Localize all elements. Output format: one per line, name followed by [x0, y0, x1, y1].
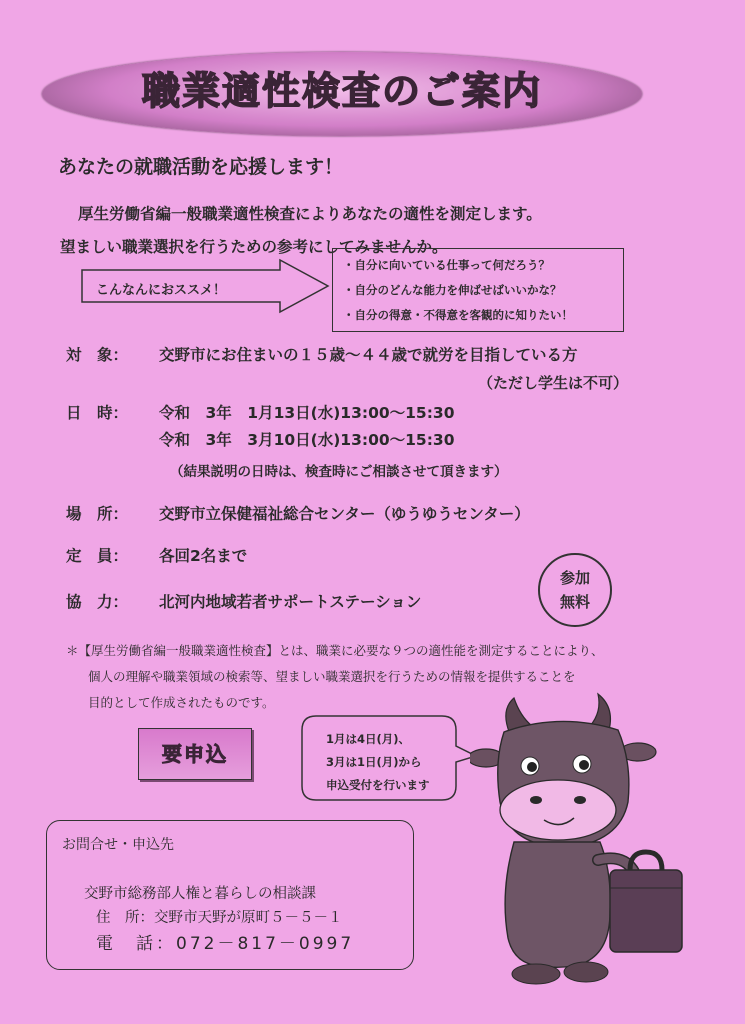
- schedule-date: 令和 3年 1月13日(水)13:00～15:30: [159, 404, 455, 422]
- footnote-line: ＊【厚生労働省編一般職業適性検査】とは、職業に必要な９つの適性能を測定することにより、: [66, 643, 604, 658]
- contact-phone: 電 話：072－817－0997: [96, 934, 355, 954]
- place-value: 交野市立保健福祉総合センター（ゆうゆうセンター）: [159, 505, 530, 523]
- schedule-note: （結果説明の日時は、検査時にご相談させて頂きます）: [170, 464, 508, 480]
- cooperation-value: 北河内地域若者サポートステーション: [159, 593, 422, 611]
- place-label: 場 所：: [66, 505, 129, 523]
- recommend-box: [332, 248, 624, 332]
- cooperation-row: [66, 590, 506, 612]
- capacity-label: 定 員：: [66, 547, 129, 565]
- recommend-item: ・自分の得意・不得意を客観的に知りたい！: [343, 308, 573, 322]
- stamp-line: 参加: [559, 569, 590, 587]
- bubble-line: 1月は4日(月)、: [326, 732, 411, 746]
- cooperation-label: 協 力：: [66, 593, 129, 611]
- contact-department: 交野市総務部人権と暮らしの相談課: [84, 886, 316, 902]
- footnote-line: 個人の理解や職業領域の検索等、望ましい職業選択を行うための情報を提供することを: [88, 669, 576, 684]
- target-note: （ただし学生は不可）: [478, 374, 629, 392]
- application-required-badge: 要申込: [138, 728, 252, 780]
- lead-heading: あなたの就職活動を応援します！: [58, 156, 344, 178]
- schedule-row: [66, 401, 686, 423]
- contact-title: お問合せ・申込先: [62, 837, 174, 853]
- schedule-label: 日 時：: [66, 404, 129, 422]
- target-value: 交野市にお住まいの１５歳～４４歳で就労を目指している方: [159, 346, 578, 364]
- bubble-line: 3月は1日(月)から: [326, 755, 422, 769]
- bubble-text: [326, 728, 430, 797]
- footnote-line: 目的として作成されたものです。: [88, 695, 275, 710]
- intro-line: 厚生労働省編一般職業適性検査によりあなたの適性を測定します。: [78, 205, 542, 223]
- target-label: 対 象：: [66, 346, 129, 364]
- bubble-line: 申込受付を行います: [326, 778, 430, 792]
- free-participation-stamp: [538, 553, 612, 627]
- place-row: [66, 502, 686, 524]
- cow-mascot-icon: [470, 692, 690, 992]
- page-title: 職業適性検査のご案内: [141, 69, 542, 113]
- target-row: [66, 343, 686, 365]
- capacity-value: 各回2名まで: [159, 547, 248, 565]
- schedule-date: 令和 3年 3月10日(水)13:00～15:30: [159, 431, 455, 449]
- recommend-label: こんなんにおススメ！: [96, 283, 227, 298]
- recommend-item: ・自分に向いている仕事って何だろう？: [343, 258, 550, 272]
- intro-line: 望ましい職業選択を行うための参考にしてみませんか。: [60, 238, 448, 256]
- capacity-row: [66, 544, 466, 566]
- contact-address: 住 所：交野市天野が原町５－５－１: [96, 910, 343, 926]
- recommend-item: ・自分のどんな能力を伸ばせばいいかな？: [343, 283, 562, 297]
- stamp-line: 無料: [559, 593, 590, 611]
